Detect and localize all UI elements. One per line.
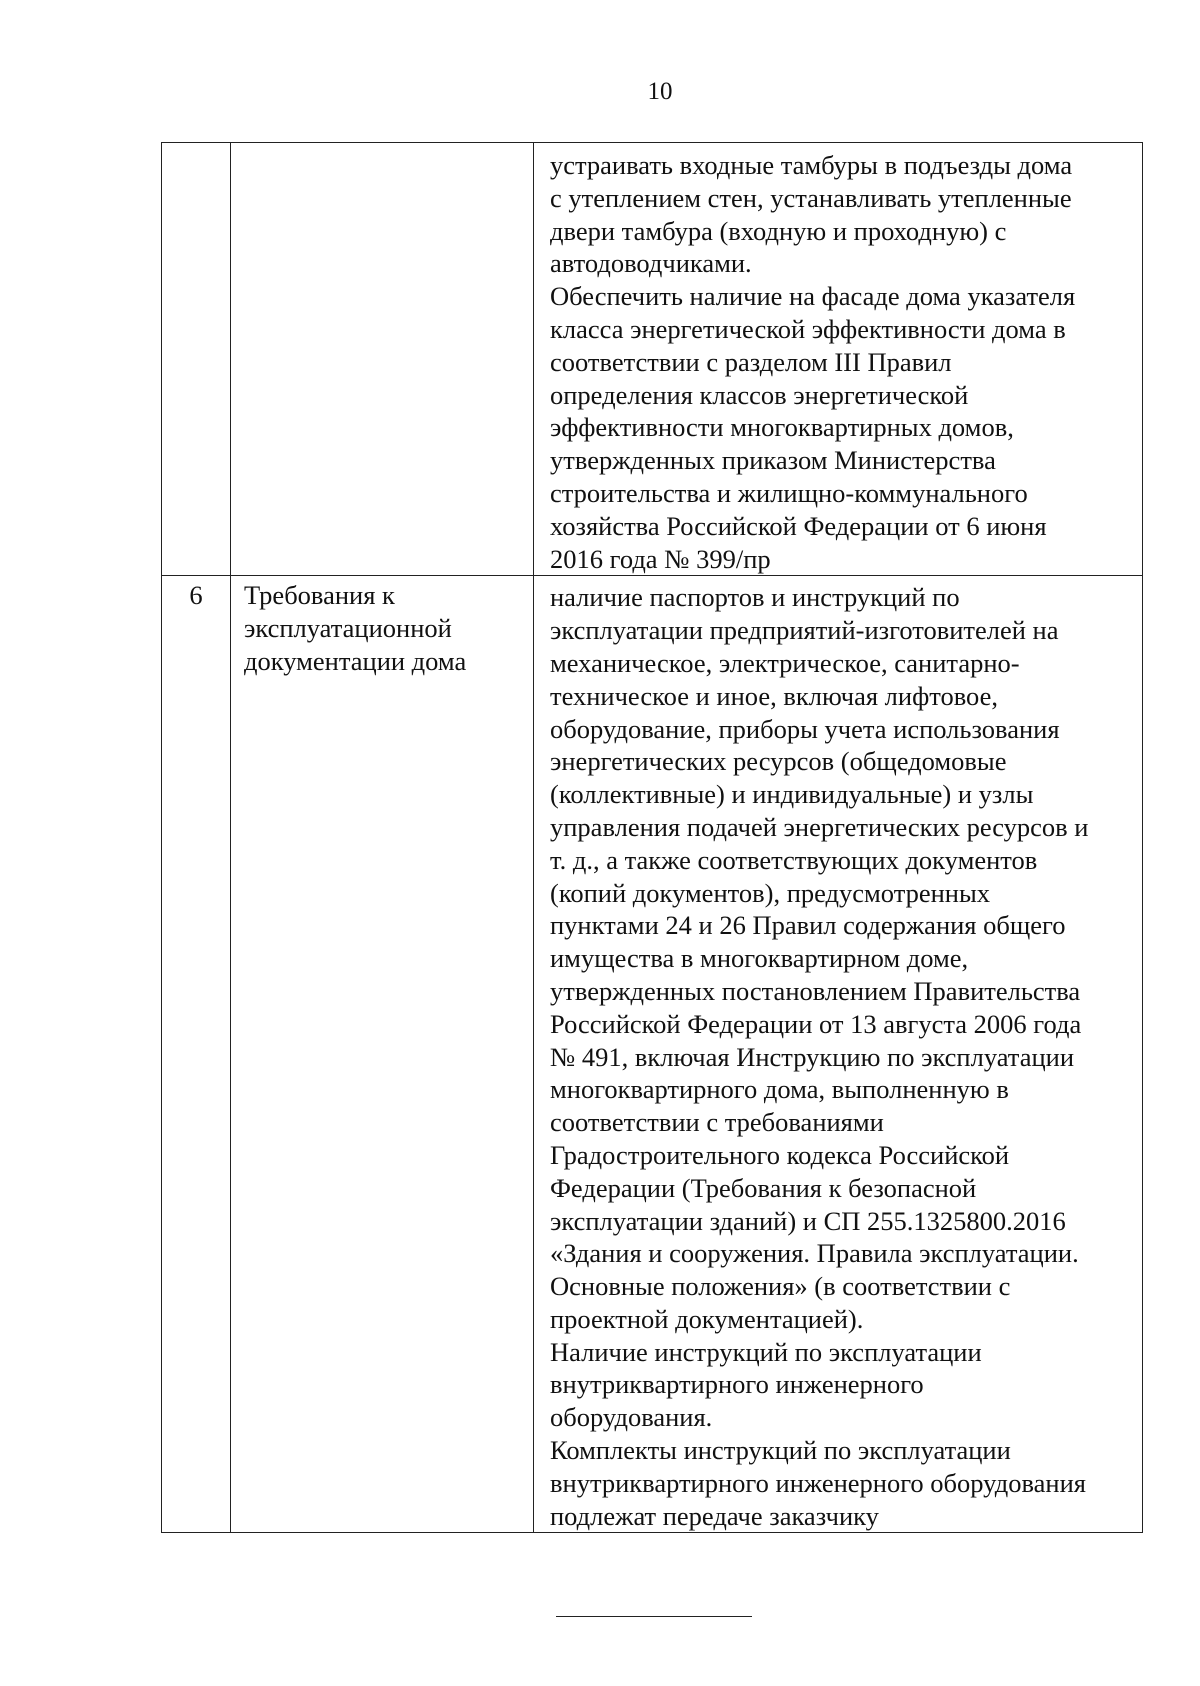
requirement-line: соответствии с разделом III Правил <box>550 346 952 377</box>
requirement-line: класса энергетической эффективности дома в <box>550 313 1066 344</box>
requirement-name-cell <box>231 143 534 576</box>
requirement-line: соответствии с требованиями <box>550 1107 884 1138</box>
requirement-line: управления подачей энергетических ресурсов и <box>550 811 1089 842</box>
requirement-line: эксплуатации зданий) и СП 255.1325800.2016 <box>550 1205 1066 1236</box>
requirement-line: утвержденных приказом Министерства <box>550 445 996 476</box>
requirement-paragraph <box>550 1336 1134 1434</box>
requirement-line: (коллективные) и индивидуальные) и узлы <box>550 779 1034 810</box>
row-number-cell: 6 <box>162 576 231 1533</box>
requirement-line: Основные положения» (в соответствии с <box>550 1271 1011 1302</box>
row-number-cell <box>162 143 231 576</box>
requirement-paragraph <box>550 149 1134 280</box>
requirement-line: т. д., а также соответствующих документов <box>550 844 1038 875</box>
requirement-line: «Здания и сооружения. Правила эксплуатации. <box>550 1238 1079 1269</box>
requirement-line: Комплекты инструкций по эксплуатации <box>550 1435 1011 1466</box>
requirement-line: наличие паспортов и инструкций по <box>550 582 960 613</box>
requirement-line: Российской Федерации от 13 августа 2006 года <box>550 1008 1082 1039</box>
requirement-line: автодоводчиками. <box>550 248 752 279</box>
requirement-line: двери тамбура (входную и проходную) с <box>550 215 1007 246</box>
requirement-line: эксплуатации предприятий-изготовителей на <box>550 615 1059 646</box>
requirement-line: внутриквартирного инженерного оборудования <box>550 1467 1086 1498</box>
requirement-line: проектной документацией). <box>550 1303 864 1334</box>
footer-divider <box>556 1616 752 1617</box>
requirement-line: № 491, включая Инструкцию по эксплуатации <box>550 1041 1075 1072</box>
requirement-line: внутриквартирного инженерного <box>550 1369 924 1400</box>
name-line: документации дома <box>244 645 467 676</box>
requirement-line: Обеспечить наличие на фасаде дома указателя <box>550 281 1076 312</box>
requirement-text-cell <box>534 143 1143 576</box>
requirement-line: строительства и жилищно-коммунального <box>550 477 1028 508</box>
requirement-line: (копий документов), предусмотренных <box>550 877 991 908</box>
table-row <box>162 576 1143 1533</box>
requirement-name-cell <box>231 576 534 1533</box>
requirement-line: техническое и иное, включая лифтовое, <box>550 680 999 711</box>
requirement-paragraph <box>550 1434 1134 1532</box>
requirement-text-cell <box>534 576 1143 1533</box>
requirement-line: хозяйства Российской Федерации от 6 июня <box>550 510 1047 541</box>
requirement-line: имущества в многоквартирном доме, <box>550 943 969 974</box>
requirement-line: определения классов энергетической <box>550 379 969 410</box>
requirement-line: оборудование, приборы учета использования <box>550 713 1060 744</box>
requirement-line: многоквартирного дома, выполненную в <box>550 1074 1009 1105</box>
requirement-line: Наличие инструкций по эксплуатации <box>550 1336 982 1367</box>
page-number: 10 <box>647 78 673 105</box>
requirement-line: Федерации (Требования к безопасной <box>550 1172 977 1203</box>
requirement-line: энергетических ресурсов (общедомовые <box>550 746 1007 777</box>
requirement-line: эффективности многоквартирных домов, <box>550 412 1014 443</box>
requirement-line: механическое, электрическое, санитарно- <box>550 647 1020 678</box>
requirement-paragraph <box>550 280 1134 575</box>
requirements-table <box>161 142 1143 1533</box>
requirement-line: Градостроительного кодекса Российской <box>550 1139 1010 1170</box>
requirement-line: оборудования. <box>550 1402 713 1433</box>
requirement-line: 2016 года № 399/пр <box>550 543 771 574</box>
name-line: эксплуатационной <box>244 613 452 644</box>
table-row <box>162 143 1143 576</box>
name-line: Требования к <box>244 580 395 611</box>
requirement-line: утвержденных постановлением Правительства <box>550 975 1081 1006</box>
requirement-line: пунктами 24 и 26 Правил содержания общего <box>550 910 1066 941</box>
requirement-line: с утеплением стен, устанавливать утепленные <box>550 182 1072 213</box>
requirement-line: устраивать входные тамбуры в подъезды дома <box>550 150 1073 180</box>
requirement-paragraph <box>550 581 1134 1335</box>
requirement-line: подлежат передаче заказчику <box>550 1500 879 1531</box>
